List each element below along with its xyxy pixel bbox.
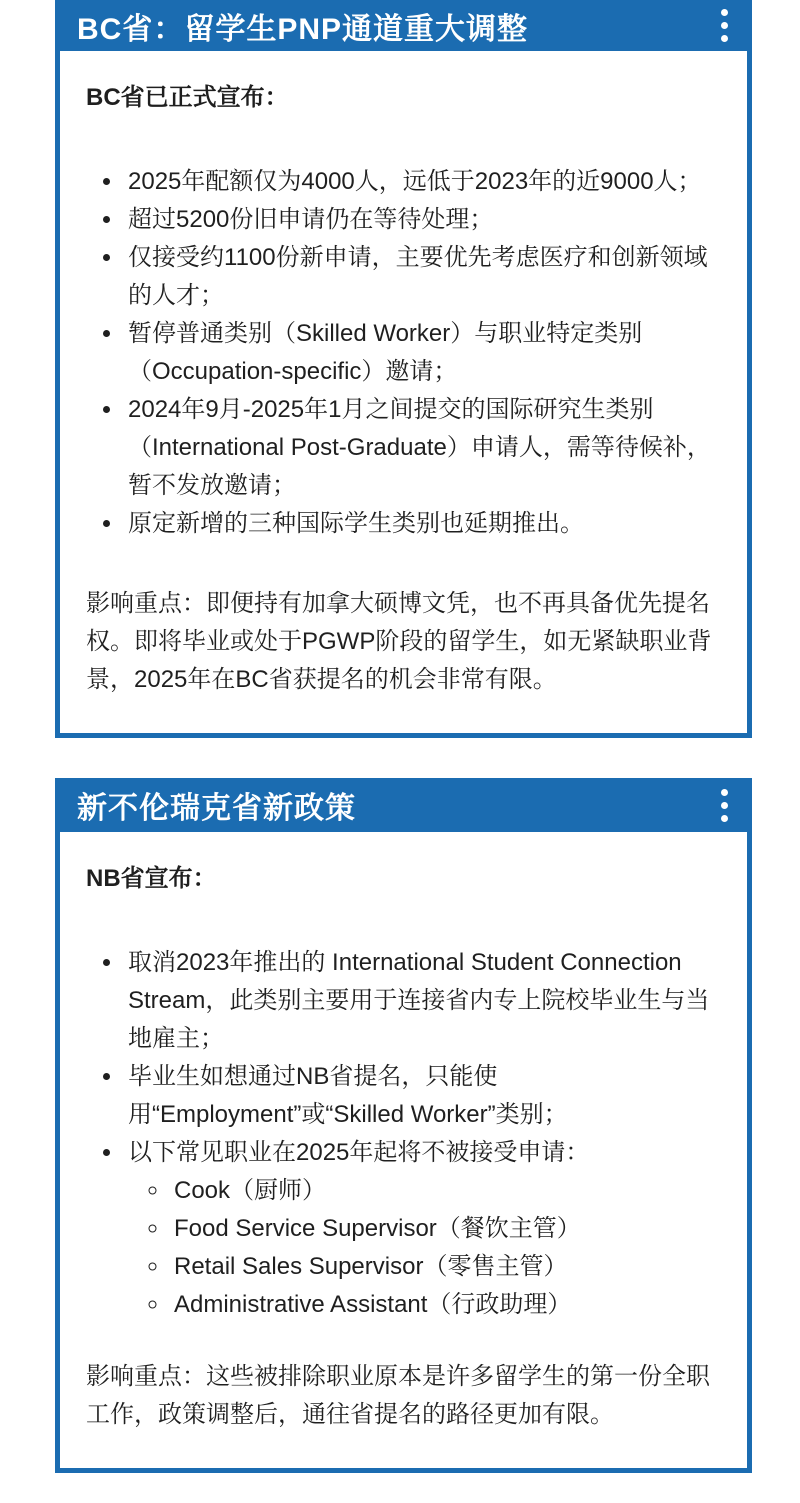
sub-bullet-list [128, 1172, 721, 1324]
bullet-list [86, 163, 721, 543]
bullet-item: • 毕业生如想通过NB省提名，只能使用“Employment”或“Skilled Worker”类别； [124, 1058, 721, 1134]
bullet-item: • 2025年配额仅为4000人，远低于2023年的近9000人； [124, 163, 721, 201]
bullet-item-label: 以下常见职业在2025年起将不被接受申请： [128, 1139, 590, 1166]
intro-text: NB省宣布： [86, 865, 217, 892]
card-body [55, 51, 752, 738]
bullet-item: • 原定新增的三种国际学生类别也延期推出。 [124, 505, 721, 543]
card-title: 新不伦瑞克省新政策 [77, 792, 356, 825]
bullet-item: • 2024年9月-2025年1月之间提交的国际研究生类别（International Post-Graduate）申请人，需等待候补，暂不发放邀请； [124, 391, 721, 505]
sub-bullet-item: ◦ Retail Sales Supervisor（零售主管） [170, 1248, 721, 1286]
kebab-menu-icon[interactable] [719, 785, 730, 826]
bullet-item: • 仅接受约1100份新申请，主要优先考虑医疗和创新领域的人才； [124, 239, 721, 315]
bullet-list [86, 944, 721, 1324]
bullet-item: • 暂停普通类别（Skilled Worker）与职业特定类别（Occupation-specific）邀请； [124, 315, 721, 391]
card-bc-pnp [55, 0, 752, 738]
bullet-item: • 超过5200份旧申请仍在等待处理； [124, 201, 721, 239]
card-title: BC省：留学生PNP通道重大调整 [77, 12, 529, 46]
card-body [55, 832, 752, 1473]
impact-text: 影响重点：即便持有加拿大硕博文凭，也不再具备优先提名权。即将毕业或处于PGWP阶段的留学生，如无紧缺职业背景，2025年在BC省获提名的机会非常有限。 [86, 590, 712, 693]
impact-text: 影响重点：这些被排除职业原本是许多留学生的第一份全职工作，政策调整后，通往省提名的路径更加有限。 [86, 1363, 710, 1428]
kebab-menu-icon[interactable] [719, 5, 730, 46]
card-header [55, 778, 752, 832]
sub-bullet-item: ◦ Food Service Supervisor（餐饮主管） [170, 1210, 721, 1248]
sub-bullet-item: ◦ Administrative Assistant（行政助理） [170, 1286, 721, 1324]
card-header [55, 0, 752, 51]
card-nb-policy [55, 778, 752, 1473]
bullet-item: • 取消2023年推出的 International Student Connection Stream，此类别主要用于连接省内专上院校毕业生与当地雇主； [124, 944, 721, 1058]
sub-bullet-item: ◦ Cook（厨师） [170, 1172, 721, 1210]
bullet-item [124, 1134, 721, 1324]
intro-text: BC省已正式宣布： [86, 84, 289, 111]
